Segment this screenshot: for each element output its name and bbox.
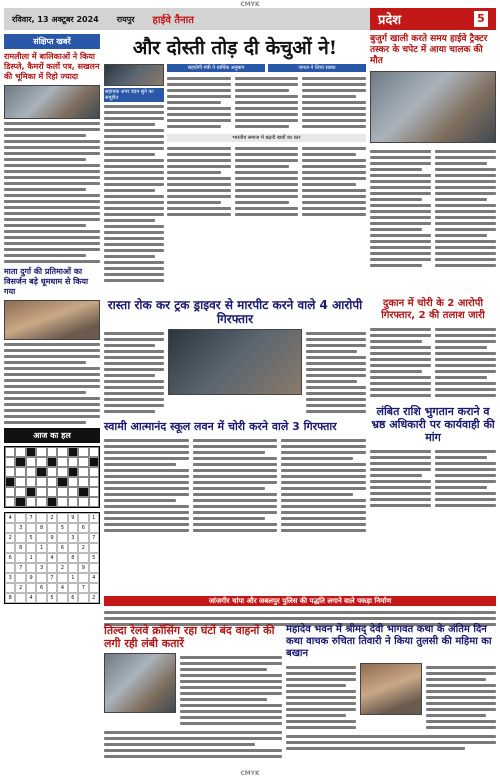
accused-photo	[168, 329, 302, 395]
story-headline: रामलीला में बालिकाओं ने किया डिस्प्ले, कैमरों कलों पत्र, सखलन की भूमिका में रिहो ज्यादा	[4, 52, 100, 81]
railway-headline: तिल्दा रेलवे क्रॉसिंग रहा घंटों बंद वाहनों की लगी रही लंबी कतारें	[104, 624, 275, 650]
truck-headline: रास्ता रोक कर ट्रक ड्राइवर से मारपीट करने वाले 4 आरोपी गिरफ्तार	[107, 298, 363, 326]
bottom-band: जांजगीर चांपा और जबलपुर पुलिस की पद्धति लगाने वाले पकड़ा निर्माण	[104, 596, 496, 606]
masthead	[4, 8, 496, 30]
feature-caption-4: भारतीय समाज में बढ़ती खर्चों का स्तर	[167, 134, 366, 142]
feature-caption-1: सहायक अपर वंदन सुने का समूहीत	[104, 88, 164, 102]
pending-payment-headline: लंबित राशि भुगतान कराने व भ्रष्ठ अधिकारी पर कार्यवाही की मांग	[371, 405, 495, 444]
story-photo	[4, 85, 100, 119]
newspaper-brand: हाईवे तैनात	[152, 15, 194, 26]
crossword-grid	[4, 446, 100, 508]
section-title: प्रदेश	[378, 13, 402, 28]
feature-headline: और दोस्ती तोड़ दी केचुओं ने!	[132, 37, 338, 59]
idol-photo	[4, 300, 100, 340]
feature-photo-1	[104, 64, 164, 86]
story-body-2	[4, 343, 100, 424]
page-number: 5	[474, 11, 488, 27]
story-body	[4, 122, 100, 263]
railway-crossing-story	[104, 624, 282, 761]
top-feature-story	[104, 34, 366, 294]
brief-news-header: संक्षिप्त खबरें	[4, 34, 100, 49]
truck-driver-story	[104, 298, 366, 535]
right-top-story	[370, 34, 496, 294]
color-registration-mark-bottom: CMYK	[240, 770, 260, 777]
shop-theft-story	[370, 298, 496, 510]
puzzle-header: आज का हल	[4, 428, 100, 443]
school-theft-headline: स्वामी आत्मानंद स्कूल लवन में चोरी करने वाले 3 गिरफ्तार	[104, 420, 337, 433]
issue-date: रविवार, 13 अक्टूबर 2024	[12, 14, 99, 24]
color-registration-mark: CMYK	[240, 1, 260, 8]
katha-headline: महादेव भवन में श्रीमद् देवी भागवत कथा के अंतिम दिन कथा वाचक रुचिता तिवारी ने किया तुलसी की महिमा का बखान	[286, 624, 492, 659]
city-name: रायपुर	[116, 14, 135, 24]
feature-caption-2: सहयोगी मंत्री ने धार्मिक अनुष्ठान	[167, 64, 265, 72]
left-column	[4, 34, 100, 764]
sudoku-grid: 4 7 2 9 1 3 8 5 6 2 5 9 3 7 8 1 6 2 6 1 4 8 5 7 3 2 9 3 9 7 1 4 2 6 4 7 8 4 5 6 2	[4, 512, 100, 604]
accident-headline: बुजुर्ग खाली करते समय हाईवे ट्रैक्टर तस्कर के चपेट में आया चालक की मौत	[370, 34, 488, 66]
story-headline-2: माता दुर्गा की प्रतिमाओं का विसर्जन बड़े धूमधाम से किया गया	[4, 267, 89, 296]
shop-theft-headline: दुकान में चोरी के 2 आरोपी गिरफ्तार, 2 की तलाश जारी	[381, 298, 485, 321]
feature-caption-3: जनता ने लिया सबक	[268, 64, 366, 72]
katha-photo	[360, 663, 422, 715]
railway-photo	[104, 653, 176, 713]
katha-story	[286, 624, 496, 753]
accident-photo	[370, 71, 496, 143]
